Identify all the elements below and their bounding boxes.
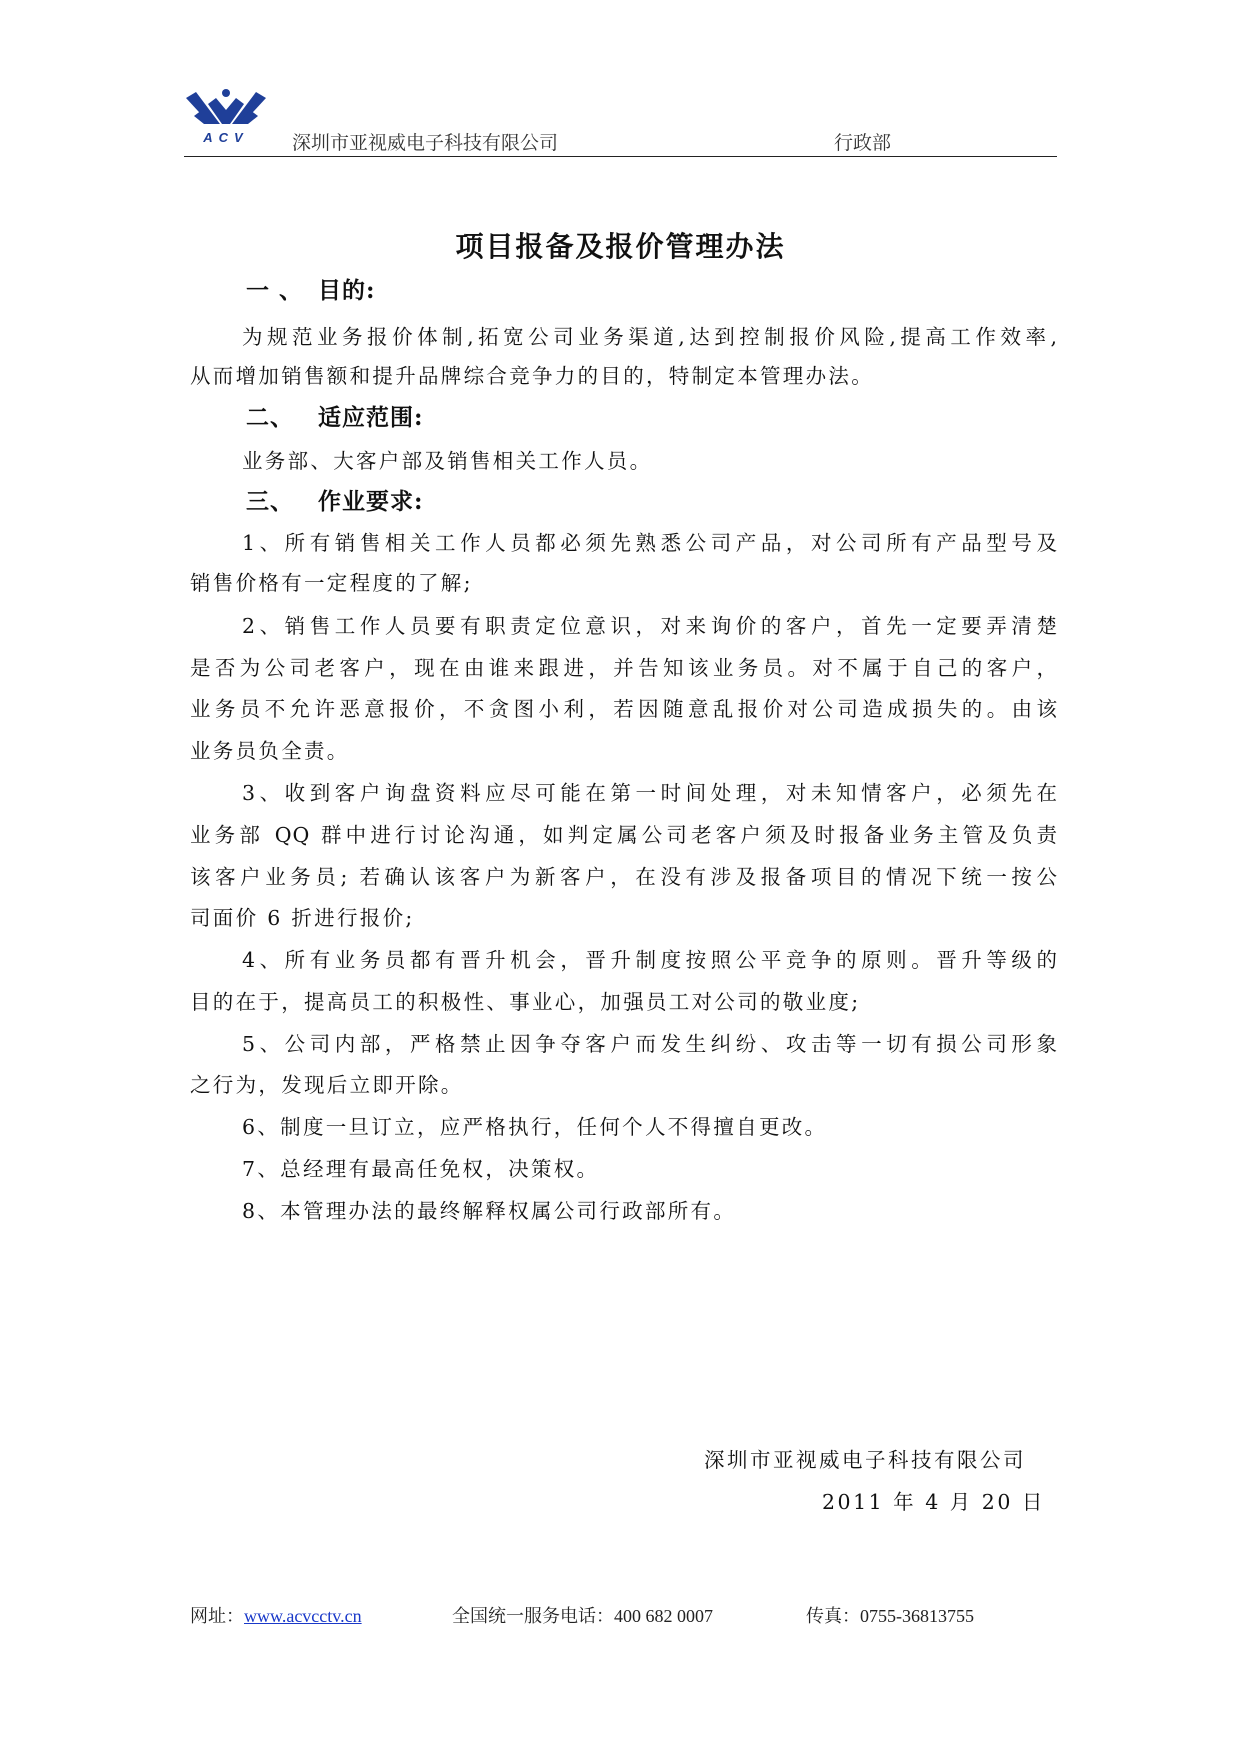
signature-date: 2011 年 4 月 20 日 bbox=[822, 1490, 1045, 1514]
paragraph-line: 销售价格有一定程度的了解; bbox=[190, 571, 473, 595]
footer-website bbox=[190, 1602, 362, 1628]
paragraph-line: 3、收到客户询盘资料应尽可能在第一时间处理，对未知情客户，必须先在 bbox=[242, 781, 1058, 805]
paragraph-line: 2、销售工作人员要有职责定位意识，对来询价的客户，首先一定要弄清楚 bbox=[242, 614, 1058, 638]
paragraph-line: 业务部、大客户部及销售相关工作人员。 bbox=[242, 449, 653, 473]
footer-phone: 全国统一服务电话：400 682 0007 bbox=[452, 1606, 713, 1626]
paragraph-line: 从而增加销售额和提升品牌综合竞争力的目的，特制定本管理办法。 bbox=[190, 364, 874, 388]
logo-text: ACV bbox=[203, 130, 249, 145]
header-divider bbox=[184, 156, 1057, 157]
section-label: 作业要求: bbox=[318, 488, 424, 515]
paragraph-line: 业务员负全责。 bbox=[190, 739, 350, 763]
header-department: 行政部 bbox=[834, 133, 892, 154]
signature-company: 深圳市亚视威电子科技有限公司 bbox=[704, 1448, 1026, 1472]
paragraph-line: 司面价 6 折进行报价; bbox=[190, 906, 415, 930]
paragraph-line: 目的在于，提高员工的积极性、事业心，加强员工对公司的敬业度; bbox=[190, 990, 861, 1014]
paragraph-line: 为规范业务报价体制,拓宽公司业务渠道,达到控制报价风险,提高工作效率, bbox=[242, 325, 1058, 349]
paragraph-line: 业务部 QQ 群中进行讨论沟通，如判定属公司老客户须及时报备业务主管及负责 bbox=[190, 823, 1058, 847]
paragraph-line: 之行为，发现后立即开除。 bbox=[190, 1073, 464, 1097]
paragraph-line: 7、总经理有最高任免权，决策权。 bbox=[242, 1157, 600, 1181]
website-link[interactable]: www.acvcctv.cn bbox=[244, 1606, 362, 1626]
paragraph-line: 该客户业务员; 若确认该客户为新客户，在没有涉及报备项目的情况下统一按公 bbox=[190, 865, 1058, 889]
paragraph-line: 是否为公司老客户，现在由谁来跟进，并告知该业务员。对不属于自己的客户， bbox=[190, 656, 1058, 680]
paragraph-line: 业务员不允许恶意报价，不贪图小利，若因随意乱报价对公司造成损失的。由该 bbox=[190, 697, 1058, 721]
website-label: 网址： bbox=[190, 1606, 244, 1626]
section-label: 适应范围: bbox=[318, 404, 424, 431]
paragraph-line: 4、所有业务员都有晋升机会，晋升制度按照公平竞争的原则。晋升等级的 bbox=[242, 948, 1058, 972]
section-number: 三、 bbox=[246, 488, 294, 515]
header-company-name: 深圳市亚视威电子科技有限公司 bbox=[292, 133, 559, 154]
section-number: 二、 bbox=[246, 404, 294, 431]
footer-fax: 传真：0755-36813755 bbox=[806, 1606, 974, 1626]
section-heading-scope bbox=[246, 399, 424, 432]
paragraph-line: 1、所有销售相关工作人员都必须先熟悉公司产品，对公司所有产品型号及 bbox=[242, 531, 1058, 555]
company-logo bbox=[186, 86, 266, 148]
section-label: 目的: bbox=[318, 277, 376, 304]
section-heading-requirements bbox=[246, 483, 424, 516]
section-heading-purpose bbox=[246, 272, 376, 305]
section-number: 一 、 bbox=[246, 277, 304, 304]
paragraph-line: 6、制度一旦订立，应严格执行，任何个人不得擅自更改。 bbox=[242, 1115, 828, 1139]
document-title: 项目报备及报价管理办法 bbox=[455, 230, 786, 263]
paragraph-line: 8、本管理办法的最终解释权属公司行政部所有。 bbox=[242, 1199, 737, 1223]
paragraph-line: 5、公司内部，严格禁止因争夺客户而发生纠纷、攻击等一切有损公司形象 bbox=[242, 1032, 1058, 1056]
